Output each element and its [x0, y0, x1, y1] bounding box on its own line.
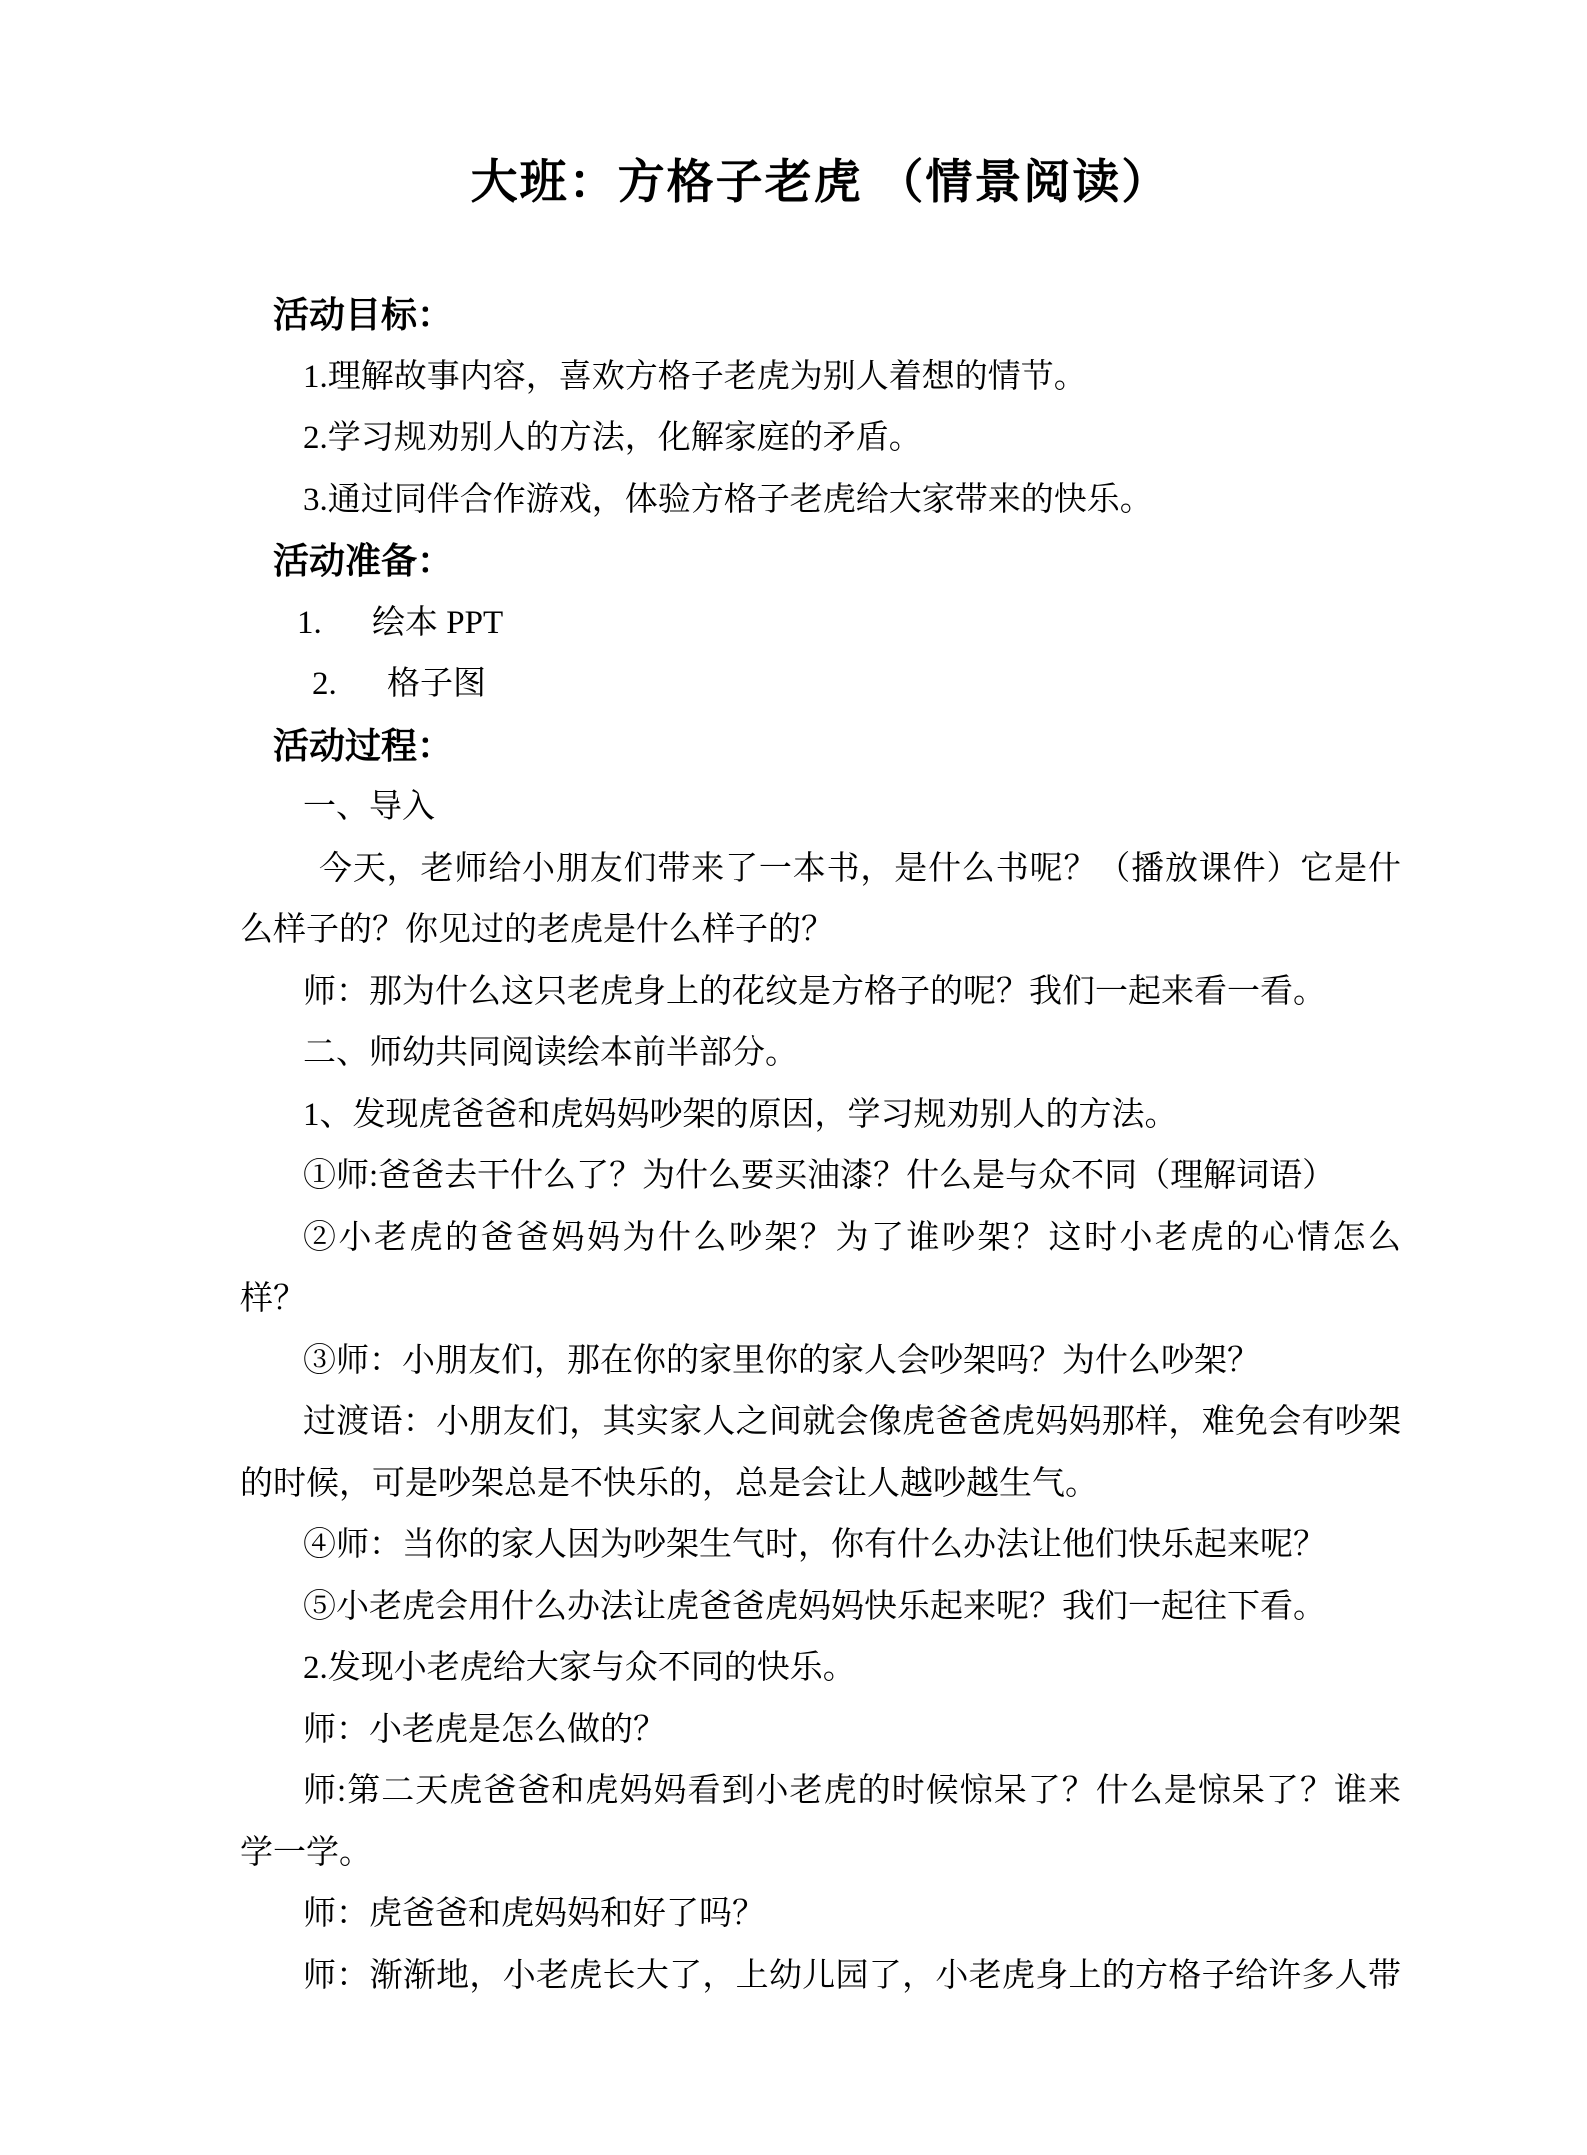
- goals-heading: 活动目标：: [273, 295, 454, 335]
- section-preparation: [240, 531, 1401, 716]
- preparation-item-text: 绘本 PPT: [372, 604, 504, 641]
- preparation-heading: 活动准备：: [273, 541, 454, 581]
- process-line: 今天，老师给小朋友们带来了一本书，是什么书呢？（播放课件）它是什: [319, 850, 1401, 887]
- preparation-item: [240, 593, 1401, 655]
- process-line: 么样子的？你见过的老虎是什么样子的？: [240, 912, 834, 948]
- process-line: 2.发现小老虎给大家与众不同的快乐。: [303, 1650, 856, 1686]
- process-line: ⑤小老虎会用什么办法让虎爸爸虎妈妈快乐起来呢？我们一起往下看。: [303, 1588, 1326, 1625]
- process-line: 师:第二天虎爸爸和虎妈妈看到小老虎的时候惊呆了？什么是惊呆了？谁来: [303, 1773, 1401, 1809]
- preparation-item-number: 1.: [297, 604, 322, 641]
- preparation-item-text: 格子图: [387, 666, 486, 702]
- section-process: [240, 716, 1401, 2008]
- process-line: 样？: [240, 1281, 306, 1317]
- goal-item: 1.理解故事内容，喜欢方格子老虎为别人着想的情节。: [303, 358, 1087, 395]
- document-content: [0, 148, 1587, 2007]
- goal-item: 3.通过同伴合作游戏，体验方格子老虎给大家带来的快乐。: [303, 481, 1153, 518]
- process-line: ①师:爸爸去干什么了？为什么要买油漆？什么是与众不同（理解词语）: [303, 1158, 1336, 1194]
- process-line: 1、发现虎爸爸和虎妈妈吵架的原因，学习规劝别人的方法。: [303, 1096, 1178, 1133]
- process-line: 一、导入: [303, 789, 435, 825]
- goal-item: 2.学习规劝别人的方法，化解家庭的矛盾。: [303, 420, 922, 456]
- preparation-item: [240, 654, 1401, 716]
- process-line: 二、师幼共同阅读绘本前半部分。: [303, 1035, 798, 1071]
- process-line: 师：小老虎是怎么做的？: [303, 1711, 666, 1748]
- process-line: 师：那为什么这只老虎身上的花纹是方格子的呢？我们一起来看一看。: [303, 973, 1326, 1010]
- process-line: 师：虎爸爸和虎妈妈和好了吗？: [303, 1896, 765, 1932]
- process-line: ②小老虎的爸爸妈妈为什么吵架？为了谁吵架？这时小老虎的心情怎么: [303, 1219, 1401, 1256]
- process-line: 师：渐渐地，小老虎长大了，上幼儿园了，小老虎身上的方格子给许多人带: [303, 1957, 1401, 1994]
- document-title: 大班：方格子老虎 （情景阅读）: [470, 157, 1171, 209]
- process-line: 过渡语：小朋友们，其实家人之间就会像虎爸爸虎妈妈那样，难免会有吵架: [303, 1404, 1401, 1440]
- process-line: 的时候，可是吵架总是不快乐的，总是会让人越吵越生气。: [240, 1465, 1098, 1502]
- section-goals: [240, 285, 1401, 531]
- process-line: 学一学。: [240, 1834, 372, 1871]
- process-line: ④师：当你的家人因为吵架生气时，你有什么办法让他们快乐起来呢？: [303, 1527, 1326, 1563]
- process-heading: 活动过程：: [273, 725, 454, 766]
- preparation-item-number: 2.: [312, 666, 337, 702]
- process-line: ③师：小朋友们，那在你的家里你的家人会吵架吗？为什么吵架？: [303, 1342, 1260, 1379]
